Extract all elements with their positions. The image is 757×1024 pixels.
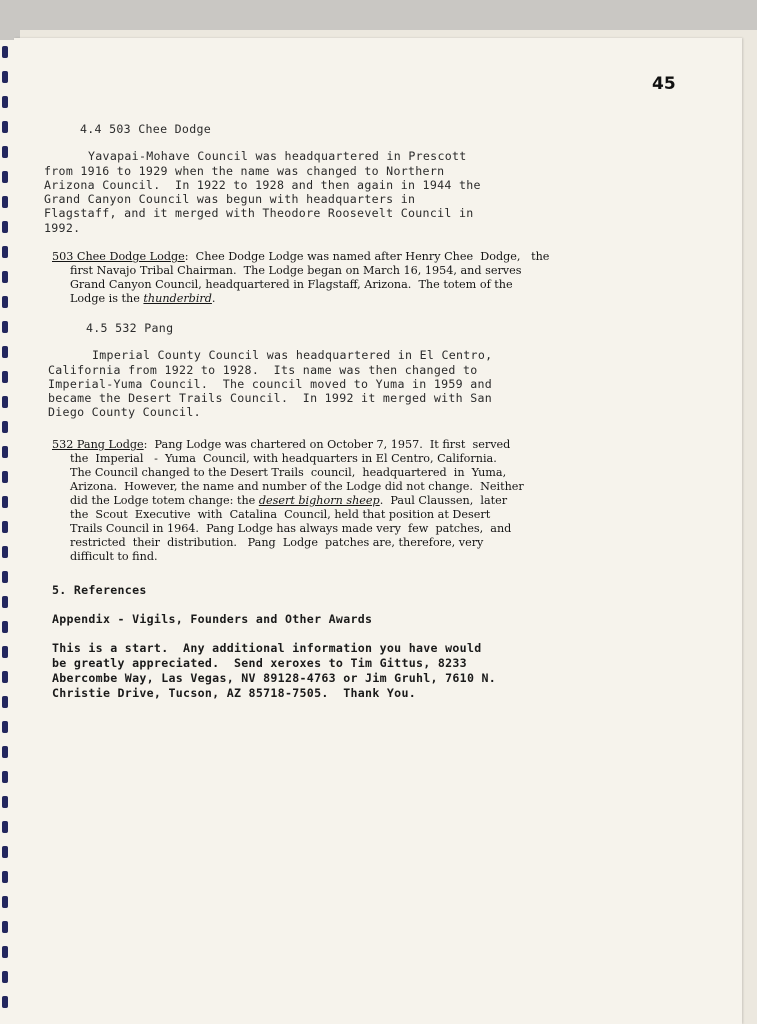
binding-coil — [2, 521, 8, 533]
lodge-503-text-1: : Chee Dodge Lodge was named after Henry Chee Dodge, the — [184, 250, 550, 263]
lodge-532-text-5a: did the Lodge totem change: the — [70, 494, 259, 507]
binding-coil — [2, 121, 8, 133]
lodge-532-line-8: restricted their distribution. Pang Lodge patches are, therefore, very — [70, 536, 484, 549]
binding-coil — [2, 321, 8, 333]
section-4-4-line-6: 1992. — [44, 221, 81, 235]
binding-coil — [2, 746, 8, 758]
lodge-503-line-2: first Navajo Tribal Chairman. The Lodge began on March 16, 1954, and serves — [70, 264, 522, 277]
lodge-532-line-4: Arizona. However, the name and number of the Lodge did not change. Neither — [70, 480, 524, 493]
lodge-503-text-4: Lodge is the — [70, 292, 144, 305]
binding-coil — [2, 271, 8, 283]
lodge-532-line-3: The Council changed to the Desert Trails council, headquartered in Yuma, — [70, 466, 507, 479]
section-4-5-line-4: became the Desert Trails Council. In 1992 it merged with San — [48, 391, 493, 405]
binding-coil — [2, 671, 8, 683]
lodge-503-totem: thunderbird — [143, 292, 212, 305]
lodge-532-line-1 — [52, 438, 510, 452]
closing-line-2: be greatly appreciated. Send xeroxes to Tim Gittus, 8233 — [52, 656, 467, 670]
section-4-4-line-1: Yavapai-Mohave Council was headquartered in Prescott — [88, 149, 467, 163]
binding-coil — [2, 821, 8, 833]
binding-coil — [2, 171, 8, 183]
lodge-532-line-7: Trails Council in 1964. Pang Lodge has always made very few patches, and — [70, 522, 512, 535]
lodge-532-line-9: difficult to find. — [70, 550, 158, 563]
spiral-binding — [0, 40, 14, 1024]
binding-coil — [2, 246, 8, 258]
binding-coil — [2, 421, 8, 433]
binding-coil — [2, 221, 8, 233]
lodge-532-line-2: the Imperial - Yuma Council, with headquarters in El Centro, California. — [70, 452, 497, 465]
binding-coil — [2, 196, 8, 208]
section-4-4-line-2: from 1916 to 1929 when the name was changed to Northern — [44, 164, 445, 178]
binding-coil — [2, 896, 8, 908]
lodge-532-line-5 — [70, 494, 507, 508]
binding-coil — [2, 946, 8, 958]
section-4-5-line-3: Imperial-Yuma Council. The council moved to Yuma in 1959 and — [48, 377, 493, 391]
section-heading-4-5: 4.5 532 Pang — [86, 321, 174, 335]
binding-coil — [2, 446, 8, 458]
lodge-503-end: . — [211, 292, 216, 305]
binding-coil — [2, 721, 8, 733]
section-4-5-line-2: California from 1922 to 1928. Its name was then changed to — [48, 363, 478, 377]
binding-coil — [2, 496, 8, 508]
lodge-532-totem: desert bighorn sheep — [258, 494, 380, 507]
binding-coil — [2, 146, 8, 158]
binding-coil — [2, 46, 8, 58]
binding-coil — [2, 71, 8, 83]
closing-line-1: This is a start. Any additional information you have would — [52, 641, 482, 655]
section-4-5-line-1: Imperial County Council was headquartered in El Centro, — [92, 348, 493, 362]
binding-coil — [2, 471, 8, 483]
binding-coil — [2, 396, 8, 408]
binding-coil — [2, 371, 8, 383]
closing-line-3: Abercombe Way, Las Vegas, NV 89128-4763 or Jim Gruhl, 7610 N. — [52, 671, 497, 685]
binding-coil — [2, 971, 8, 983]
section-4-4-line-3: Arizona Council. In 1922 to 1928 and then again in 1944 the — [44, 178, 481, 192]
binding-coil — [2, 596, 8, 608]
appendix-line: Appendix - Vigils, Founders and Other Awards — [52, 612, 373, 626]
lodge-503-line-4 — [70, 292, 215, 306]
section-4-4-line-5: Flagstaff, and it merged with Theodore Roosevelt Council in — [44, 206, 474, 220]
binding-coil — [2, 921, 8, 933]
lodge-503-line-3: Grand Canyon Council, headquartered in Flagstaff, Arizona. The totem of the — [70, 278, 513, 291]
lodge-503-line-1 — [52, 250, 549, 264]
page-number: 45 — [652, 74, 676, 94]
section-heading-4-4: 4.4 503 Chee Dodge — [80, 122, 212, 136]
binding-coil — [2, 771, 8, 783]
section-4-4-line-4: Grand Canyon Council was begun with headquarters in — [44, 192, 416, 206]
lodge-532-title: 532 Pang Lodge — [52, 438, 144, 451]
binding-coil — [2, 796, 8, 808]
binding-coil — [2, 571, 8, 583]
binding-coil — [2, 546, 8, 558]
lodge-532-text-5b: . Paul Claussen, later — [379, 494, 508, 507]
binding-coil — [2, 296, 8, 308]
closing-line-4: Christie Drive, Tucson, AZ 85718-7505. Thank You. — [52, 686, 417, 700]
binding-coil — [2, 871, 8, 883]
binding-coil — [2, 346, 8, 358]
lodge-532-text-1: : Pang Lodge was chartered on October 7, 1957. It first served — [143, 438, 511, 451]
lodge-532-line-6: the Scout Executive with Catalina Council, held that position at Desert — [70, 508, 491, 521]
binding-coil — [2, 96, 8, 108]
binding-coil — [2, 696, 8, 708]
binding-coil — [2, 646, 8, 658]
section-4-5-line-5: Diego County Council. — [48, 405, 201, 419]
binding-coil — [2, 996, 8, 1008]
binding-coil — [2, 846, 8, 858]
binding-coil — [2, 621, 8, 633]
references-heading: 5. References — [52, 583, 147, 597]
lodge-503-title: 503 Chee Dodge Lodge — [52, 250, 185, 263]
